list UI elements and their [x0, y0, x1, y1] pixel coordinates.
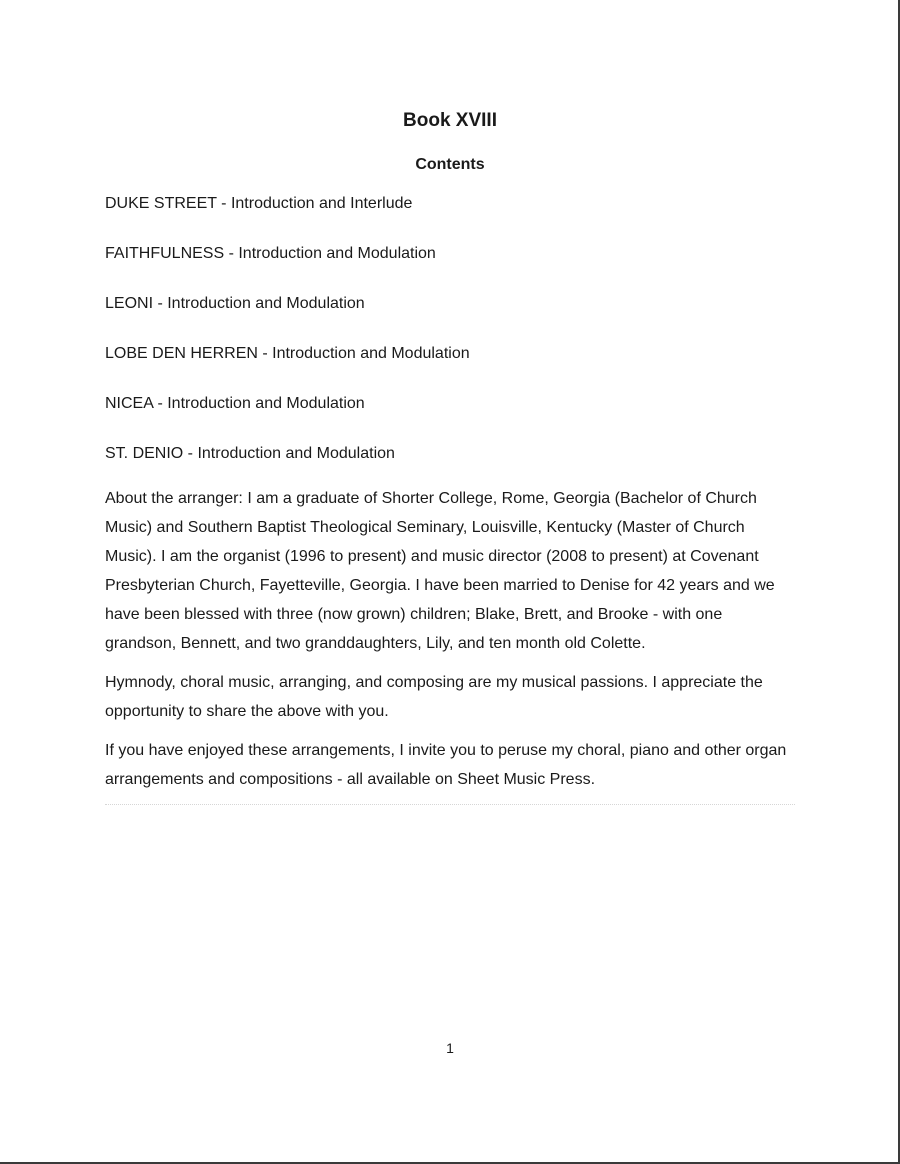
toc-item-st-denio: ST. DENIO - Introduction and Modulation	[105, 445, 395, 462]
divider-rule	[105, 804, 795, 805]
toc-item-faithfulness: FAITHFULNESS - Introduction and Modulation	[105, 245, 436, 262]
page-content	[105, 108, 795, 805]
table-of-contents	[105, 193, 795, 465]
about-arranger-paragraph: About the arranger: I am a graduate of Shorter College, Rome, Georgia (Bachelor of Church Music) and Southern Baptist Theological Seminary, Louisville, Kentucky (Master of Church Music). I am the organist (1996 to present) and music director (2008 to present) at Covenant Presbyterian Church, Fayetteville, Georgia. I have been married to Denise for 42 years and we have been blessed with three (now grown) children; Blake, Brett, and Brooke - with one grandson, Bennett, and two granddaughters, Lily, and ten month old Colette.	[105, 490, 775, 652]
page-number: 1	[446, 1040, 454, 1056]
contents-heading: Contents	[415, 156, 485, 173]
toc-item-lobe-den-herren: LOBE DEN HERREN - Introduction and Modulation	[105, 345, 470, 362]
book-title: Book XVIII	[403, 110, 497, 131]
invitation-paragraph: If you have enjoyed these arrangements, I invite you to peruse my choral, piano and other organ arrangements and compositions - all available on Sheet Music Press.	[105, 742, 787, 788]
toc-item-nicea: NICEA - Introduction and Modulation	[105, 395, 365, 412]
passions-paragraph: Hymnody, choral music, arranging, and composing are my musical passions. I appreciate the opportunity to share the above with you.	[105, 674, 763, 720]
toc-item-duke-street: DUKE STREET - Introduction and Interlude	[105, 195, 413, 212]
toc-item-leoni: LEONI - Introduction and Modulation	[105, 295, 365, 312]
